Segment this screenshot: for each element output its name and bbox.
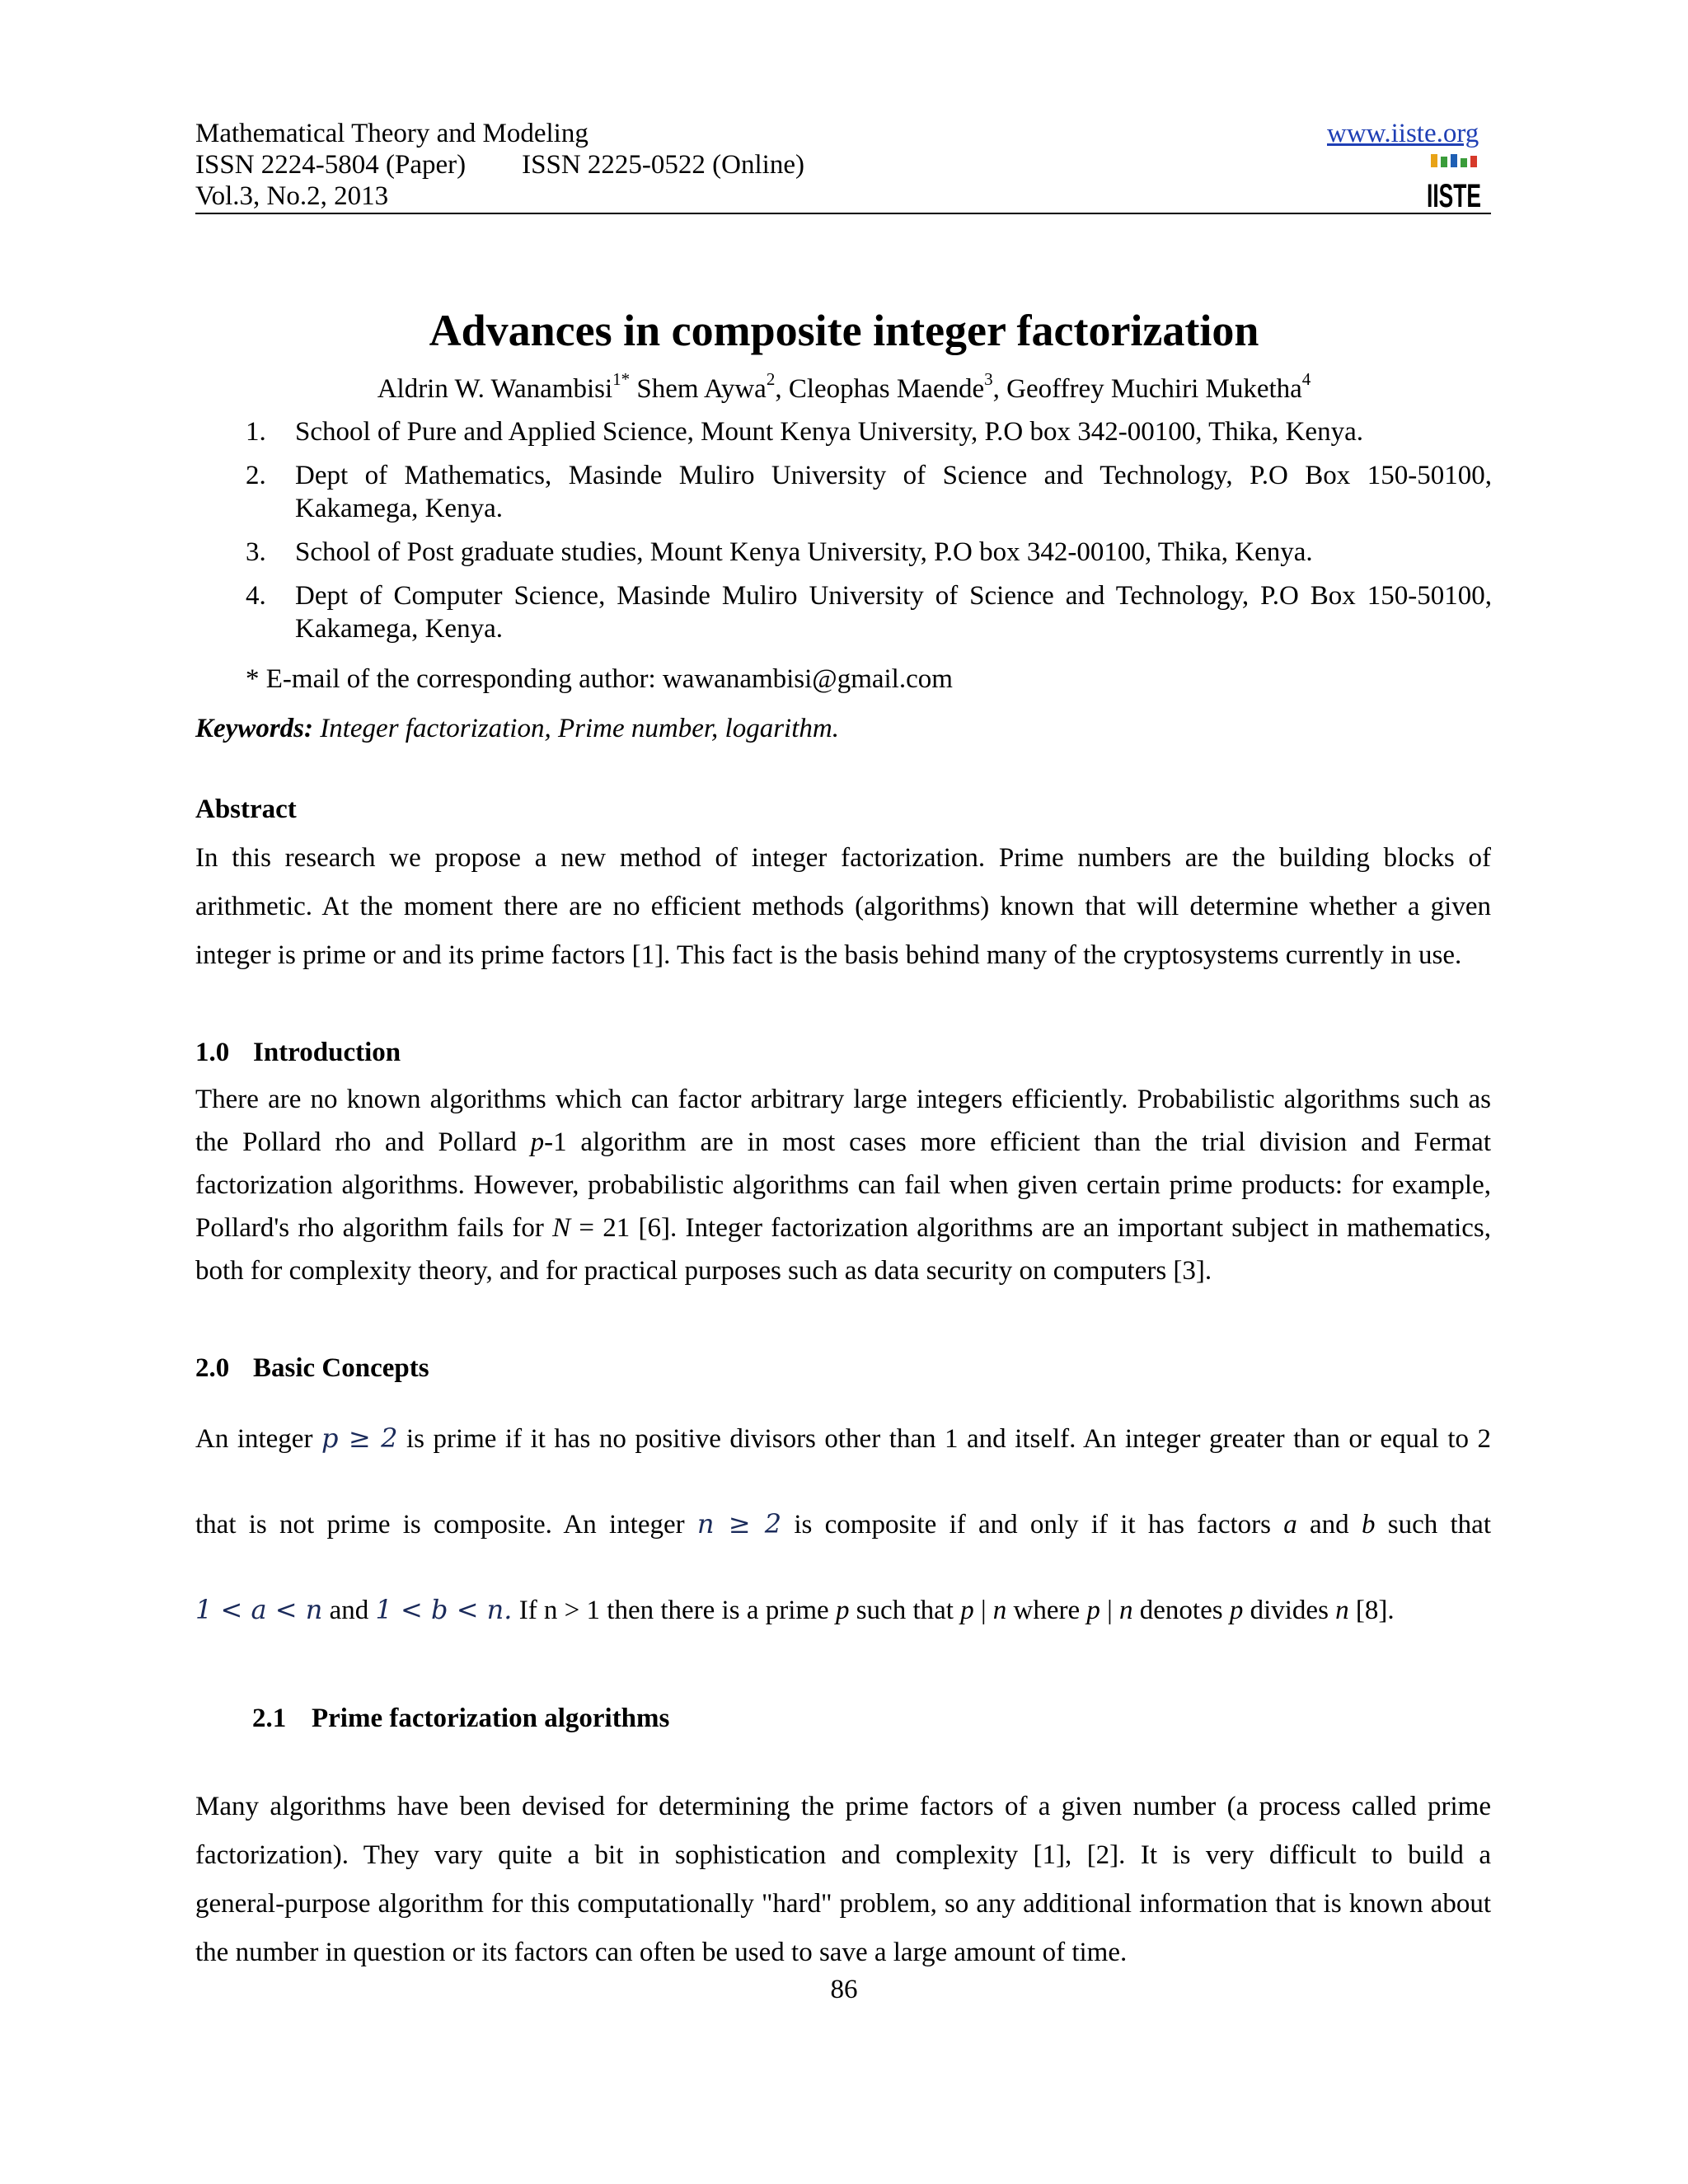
logo-lettering: IISTE	[1427, 178, 1481, 214]
corresponding-email: * E-mail of the corresponding author: wawanambisi@gmail.com	[246, 664, 953, 694]
iiste-logo	[1424, 152, 1484, 212]
intro-line: the Pollard rho and Pollard p-1 algorithm are in most cases more efficient than the trial division and Fermat	[195, 1127, 1491, 1157]
abstract-heading: Abstract	[195, 794, 297, 824]
subsection-heading-prime-factorization	[252, 1702, 669, 1735]
issn-paper: ISSN 2224-5804 (Paper)	[195, 150, 467, 180]
abstract-line: In this research we propose a new method of integer factorization. Prime numbers are the building blocks of	[195, 843, 1491, 873]
paper-title: Advances in composite integer factorization	[429, 306, 1259, 355]
keywords-label: Keywords:	[195, 714, 313, 743]
keywords-text: Integer factorization, Prime number, logarithm.	[313, 714, 839, 743]
math-inline: p ≥ 2	[321, 1422, 398, 1454]
prime-alg-line: Many algorithms have been devised for determining the prime factors of a given number (a process called prime	[195, 1792, 1491, 1821]
issn-line	[195, 149, 804, 180]
author-sup: 4	[1301, 369, 1311, 389]
header-rule	[195, 213, 1491, 214]
page-number: 86	[830, 1975, 858, 2004]
intro-line: both for complexity theory, and for practical purposes such as data security on computers [3].	[195, 1256, 1212, 1286]
affiliation-text: Dept of Mathematics, Masinde Muliro University of Science and Technology, P.O Box 150-50100,	[295, 461, 1492, 490]
affiliation-number: 4.	[246, 581, 266, 611]
prime-alg-line: the number in question or its factors can often be used to save a large amount of time.	[195, 1938, 1128, 1967]
affiliation-text-cont: Kakamega, Kenya.	[295, 614, 503, 644]
abstract-line: integer is prime or and its prime factors [1]. This fact is the basis behind many of the cryptosystems currently in use.	[195, 940, 1462, 970]
author-name: , Geoffrey Muchiri Muketha	[992, 374, 1302, 404]
intro-line: factorization algorithms. However, probabilistic algorithms can fail when given certain prime products: for example,	[195, 1170, 1491, 1200]
journal-url-link[interactable]: www.iiste.org	[1327, 119, 1479, 148]
author-line	[0, 369, 1688, 405]
author-sup: 1*	[612, 369, 631, 389]
math-inline: n ≥ 2	[696, 1508, 782, 1540]
issn-online: ISSN 2225-0522 (Online)	[522, 150, 804, 180]
author-sup: 3	[984, 369, 993, 389]
affiliation-text-cont: Kakamega, Kenya.	[295, 494, 503, 523]
section-number: 2.1	[252, 1704, 287, 1733]
prime-alg-line: factorization). They vary quite a bit in sophistication and complexity [1], [2]. It is very difficult to build a	[195, 1840, 1491, 1870]
author-sup: 2	[766, 369, 776, 389]
basic-line: 1 < a < n and 1 < b < n. If n > 1 then there is a prime p such that p | n where p | n denotes p divides n [8].	[195, 1594, 1395, 1625]
affiliation-text: School of Pure and Applied Science, Mount Kenya University, P.O box 342-00100, Thika, Kenya.	[295, 417, 1363, 447]
section-number: 1.0	[195, 1038, 230, 1067]
affiliation-number: 3.	[246, 537, 266, 567]
affiliation-number: 2.	[246, 461, 266, 490]
section-number: 2.0	[195, 1353, 230, 1383]
affiliation-text: School of Post graduate studies, Mount Kenya University, P.O box 342-00100, Thika, Kenya.	[295, 537, 1313, 567]
abstract-line: arithmetic. At the moment there are no efficient methods (algorithms) known that will determine whether a given	[195, 892, 1491, 921]
intro-line: Pollard's rho algorithm fails for N = 21 [6]. Integer factorization algorithms are an important subject in mathematics,	[195, 1213, 1491, 1243]
section-title: Prime factorization algorithms	[312, 1704, 670, 1733]
math-inline: 1 < b < n.	[375, 1594, 513, 1625]
section-heading-introduction	[195, 1036, 401, 1069]
basic-line: An integer p ≥ 2 is prime if it has no positive divisors other than 1 and itself. An integer greater than or equal to 2	[195, 1422, 1492, 1454]
journal-name: Mathematical Theory and Modeling	[195, 119, 588, 148]
section-heading-basic-concepts	[195, 1352, 429, 1385]
author-name: Shem Aywa	[630, 374, 767, 404]
author-name: , Cleophas Maende	[775, 374, 985, 404]
intro-line: There are no known algorithms which can factor arbitrary large integers efficiently. Probabilistic algorithms such as	[195, 1085, 1491, 1114]
volume-line: Vol.3, No.2, 2013	[195, 181, 389, 211]
math-inline: 1 < a < n	[195, 1594, 323, 1625]
affiliation-text: Dept of Computer Science, Masinde Muliro University of Science and Technology, P.O Box 150-50100,	[295, 581, 1492, 611]
keywords	[195, 712, 839, 745]
basic-line: that is not prime is composite. An integer n ≥ 2 is composite if and only if it has factors a and b such that	[195, 1508, 1491, 1540]
section-title: Introduction	[253, 1038, 401, 1067]
section-title: Basic Concepts	[253, 1353, 429, 1383]
affiliation-number: 1.	[246, 417, 266, 447]
author-name: Aldrin W. Wanambisi	[377, 374, 613, 404]
prime-alg-line: general-purpose algorithm for this computationally "hard" problem, so any additional information that is known about	[195, 1889, 1491, 1919]
